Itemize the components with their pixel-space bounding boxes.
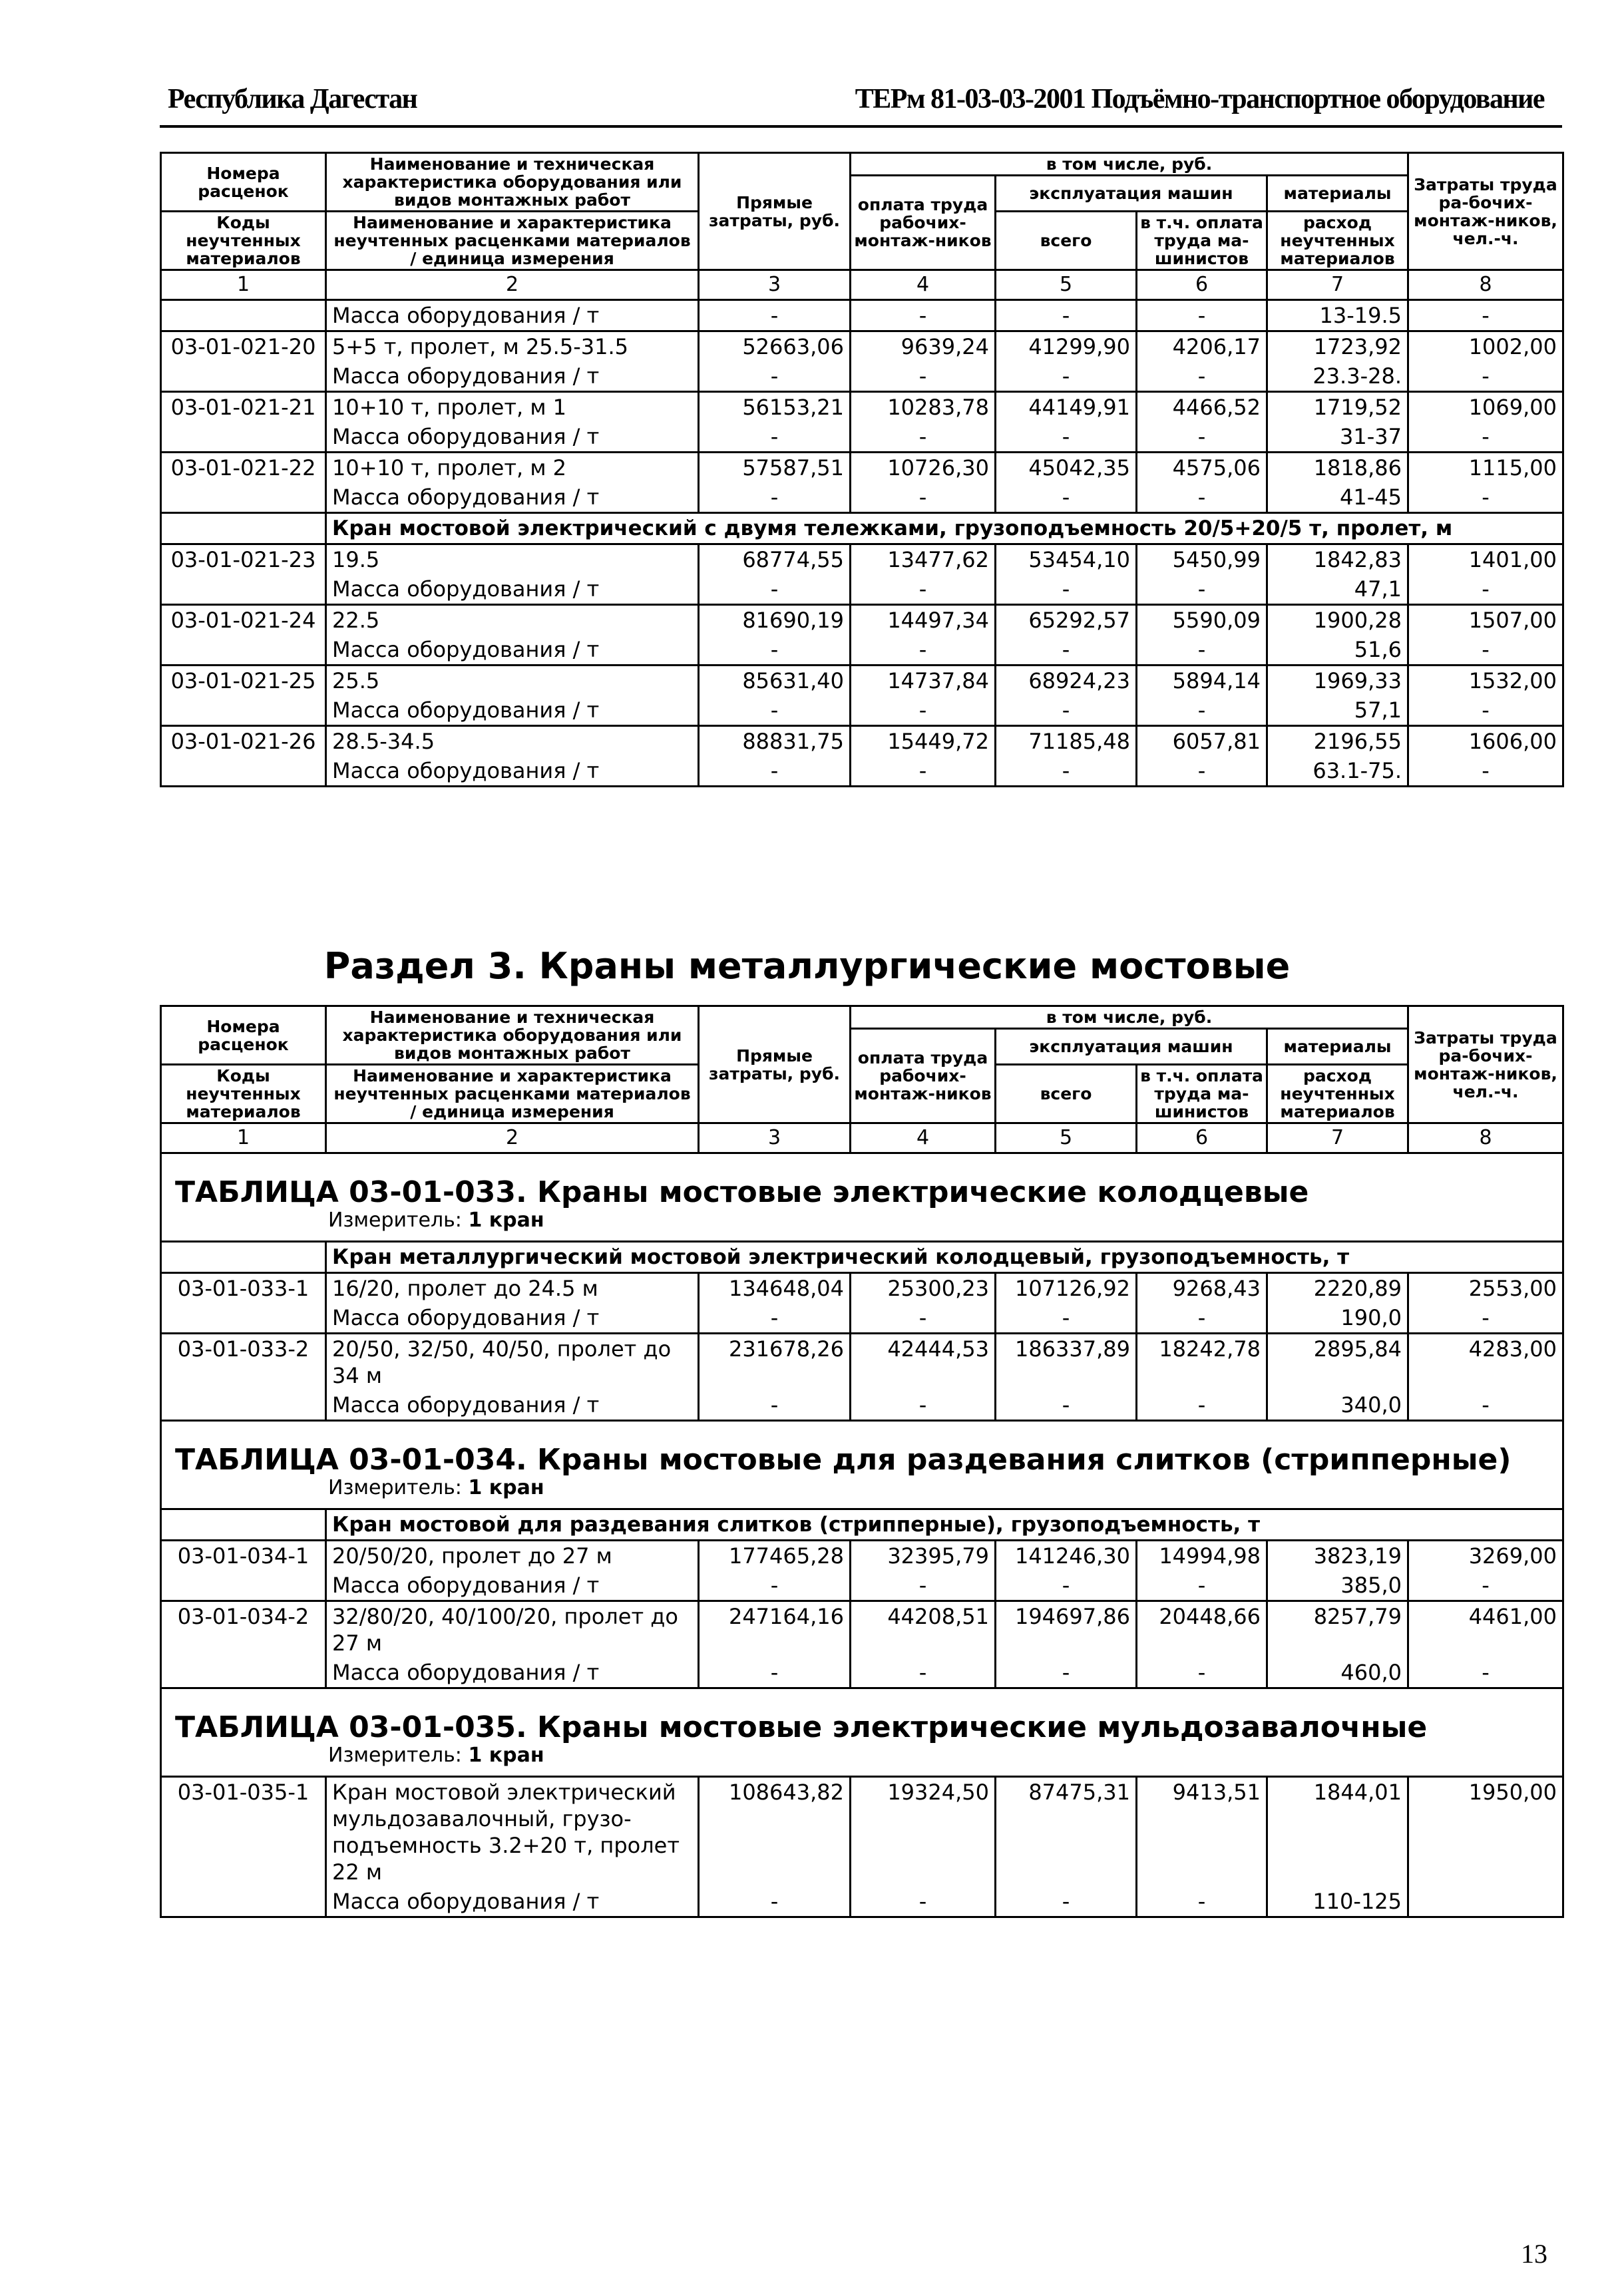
mass-row xyxy=(161,695,1563,726)
direct-costs: - xyxy=(699,1887,851,1917)
direct-costs: 52663,06 xyxy=(699,331,851,362)
col-header-material-names: Наименование и характеристика неучтенных расценками материалов / единица измерения xyxy=(326,1065,699,1123)
direct-costs: - xyxy=(699,482,851,513)
col-number: 1 xyxy=(161,1123,326,1153)
machines-total: - xyxy=(996,1571,1137,1601)
mass-row xyxy=(161,1303,1563,1334)
labor: - xyxy=(1408,422,1563,453)
machines-total: - xyxy=(996,574,1137,605)
direct-costs: 88831,75 xyxy=(699,726,851,757)
wages: 10726,30 xyxy=(851,453,996,483)
mass-label: Масса оборудования / т xyxy=(326,1571,699,1601)
col-number: 3 xyxy=(699,1123,851,1153)
materials: 1818,86 xyxy=(1267,453,1408,483)
table-metallurgical-cranes xyxy=(160,1005,1564,1918)
mass-row xyxy=(161,1887,1563,1917)
table-row xyxy=(161,453,1563,483)
mass-label: Масса оборудования / т xyxy=(326,574,699,605)
rate-code: 03-01-021-25 xyxy=(161,666,326,696)
wages: - xyxy=(851,756,996,787)
wages: - xyxy=(851,1571,996,1601)
labor: - xyxy=(1408,635,1563,666)
group-title: Кран мостовой электрический с двумя тележками, грузоподъемность 20/5+20/5 т, пролет, м xyxy=(326,513,1563,544)
materials: 2196,55 xyxy=(1267,726,1408,757)
col-number: 8 xyxy=(1408,270,1563,300)
work-name: 20/50/20, пролет до 27 м xyxy=(326,1541,699,1571)
work-name: 10+10 т, пролет, м 1 xyxy=(326,392,699,423)
col-header-material-codes: Коды неучтенных материалов xyxy=(161,212,326,270)
rate-code: 03-01-021-20 xyxy=(161,331,326,362)
direct-costs: 134648,04 xyxy=(699,1273,851,1304)
machinist-wages: - xyxy=(1137,1571,1267,1601)
mass-label: Масса оборудования / т xyxy=(326,300,699,331)
work-name: 20/50, 32/50, 40/50, пролет до 34 м xyxy=(326,1334,699,1391)
direct-costs: 85631,40 xyxy=(699,666,851,696)
col-header-material-usage: расход неучтенных материалов xyxy=(1267,212,1408,270)
mass-row xyxy=(161,756,1563,787)
direct-costs: - xyxy=(699,574,851,605)
mass-label: Масса оборудования / т xyxy=(326,361,699,392)
col-header-machinist-wages: в т.ч. оплата труда ма-шинистов xyxy=(1137,1065,1267,1123)
mass-row xyxy=(161,422,1563,453)
mass-value: 13-19.5 xyxy=(1267,300,1408,331)
labor: 1507,00 xyxy=(1408,605,1563,636)
mass-value: 63.1-75. xyxy=(1267,756,1408,787)
machines-total: 71185,48 xyxy=(996,726,1137,757)
direct-costs: - xyxy=(699,300,851,331)
mass-label: Масса оборудования / т xyxy=(326,756,699,787)
group-title: Кран мостовой для раздевания слитков (стрипперные), грузоподъемность, т xyxy=(326,1509,1563,1541)
col-header-name: Наименование и техническая характеристика оборудования или видов монтажных работ xyxy=(326,1006,699,1065)
table-row xyxy=(161,1777,1563,1887)
col-header-wages: оплата труда рабочих-монтаж-ников xyxy=(851,176,996,270)
machines-total: - xyxy=(996,422,1137,453)
machines-total: 45042,35 xyxy=(996,453,1137,483)
material-code-empty xyxy=(161,300,326,331)
direct-costs: 177465,28 xyxy=(699,1541,851,1571)
wages: - xyxy=(851,1658,996,1688)
material-code-empty xyxy=(161,361,326,392)
machines-total: 141246,30 xyxy=(996,1541,1137,1571)
mass-value: 190,0 xyxy=(1267,1303,1408,1334)
wages: 32395,79 xyxy=(851,1541,996,1571)
rate-code: 03-01-021-21 xyxy=(161,392,326,423)
col-header-direct-costs: Прямые затраты, руб. xyxy=(699,153,851,270)
machinist-wages: - xyxy=(1137,756,1267,787)
machines-total: - xyxy=(996,1887,1137,1917)
labor: 2553,00 xyxy=(1408,1273,1563,1304)
direct-costs: 57587,51 xyxy=(699,453,851,483)
machines-total: - xyxy=(996,482,1137,513)
work-name: 19.5 xyxy=(326,544,699,575)
wages: 14737,84 xyxy=(851,666,996,696)
group-row xyxy=(161,513,1563,544)
work-name: 22.5 xyxy=(326,605,699,636)
col-number: 2 xyxy=(326,1123,699,1153)
material-code-empty xyxy=(161,1887,326,1917)
direct-costs: 81690,19 xyxy=(699,605,851,636)
rate-code: 03-01-034-1 xyxy=(161,1541,326,1571)
machinist-wages: - xyxy=(1137,300,1267,331)
mass-value: 47,1 xyxy=(1267,574,1408,605)
mass-row xyxy=(161,361,1563,392)
mass-value: 57,1 xyxy=(1267,695,1408,726)
mass-row xyxy=(161,300,1563,331)
table-unit: Измеритель: 1 кран xyxy=(328,1209,544,1232)
table-title: ТАБЛИЦА 03-01-034. Краны мостовые для раздевания слитков (стрипперные) xyxy=(175,1443,1512,1477)
machines-total: - xyxy=(996,1658,1137,1688)
machines-total: - xyxy=(996,300,1137,331)
col-header-material-usage: расход неучтенных материалов xyxy=(1267,1065,1408,1123)
col-header-codes: Номера расценок xyxy=(161,153,326,212)
mass-row xyxy=(161,1390,1563,1421)
machinist-wages: - xyxy=(1137,482,1267,513)
table-cranes-continued xyxy=(160,152,1564,787)
direct-costs: 108643,82 xyxy=(699,1777,851,1887)
machinist-wages: - xyxy=(1137,422,1267,453)
labor: 4461,00 xyxy=(1408,1601,1563,1658)
material-code-empty xyxy=(161,756,326,787)
machinist-wages: 20448,66 xyxy=(1137,1601,1267,1658)
mass-value: 51,6 xyxy=(1267,635,1408,666)
mass-label: Масса оборудования / т xyxy=(326,1658,699,1688)
machinist-wages: 9268,43 xyxy=(1137,1273,1267,1304)
machines-total: - xyxy=(996,1390,1137,1421)
machines-total: 87475,31 xyxy=(996,1777,1137,1887)
labor: 1002,00 xyxy=(1408,331,1563,362)
col-header-direct-costs: Прямые затраты, руб. xyxy=(699,1006,851,1123)
machinist-wages: - xyxy=(1137,635,1267,666)
labor: - xyxy=(1408,1658,1563,1688)
direct-costs: - xyxy=(699,635,851,666)
mass-label: Масса оборудования / т xyxy=(326,1390,699,1421)
wages: 44208,51 xyxy=(851,1601,996,1658)
wages: 19324,50 xyxy=(851,1777,996,1887)
mass-value: 110-125 xyxy=(1267,1887,1408,1917)
materials: 1969,33 xyxy=(1267,666,1408,696)
materials: 1723,92 xyxy=(1267,331,1408,362)
table-row xyxy=(161,666,1563,696)
wages: - xyxy=(851,300,996,331)
col-number: 1 xyxy=(161,270,326,300)
col-header-materials: материалы xyxy=(1267,1029,1408,1065)
work-name: 32/80/20, 40/100/20, пролет до 27 м xyxy=(326,1601,699,1658)
group-row xyxy=(161,1509,1563,1541)
col-number: 8 xyxy=(1408,1123,1563,1153)
wages: - xyxy=(851,361,996,392)
mass-label: Масса оборудования / т xyxy=(326,635,699,666)
machinist-wages: - xyxy=(1137,574,1267,605)
labor: - xyxy=(1408,361,1563,392)
machinist-wages: 5894,14 xyxy=(1137,666,1267,696)
direct-costs: - xyxy=(699,361,851,392)
wages: - xyxy=(851,422,996,453)
mass-label: Масса оборудования / т xyxy=(326,695,699,726)
col-header-including: в том числе, руб. xyxy=(851,153,1408,176)
labor: 1950,00 xyxy=(1408,1777,1563,1887)
direct-costs: 56153,21 xyxy=(699,392,851,423)
labor: - xyxy=(1408,574,1563,605)
direct-costs: 247164,16 xyxy=(699,1601,851,1658)
machines-total: 53454,10 xyxy=(996,544,1137,575)
wages: - xyxy=(851,482,996,513)
machines-total: 41299,90 xyxy=(996,331,1137,362)
mass-row xyxy=(161,1571,1563,1601)
wages: - xyxy=(851,1887,996,1917)
labor-empty xyxy=(1408,1887,1563,1917)
mass-value: 340,0 xyxy=(1267,1390,1408,1421)
table-caption-row xyxy=(161,1421,1563,1509)
labor: 1069,00 xyxy=(1408,392,1563,423)
material-code-empty xyxy=(161,574,326,605)
work-name: Кран мостовой электрический мульдозавалочный, грузо-подъемность 3.2+20 т, пролет 22 м xyxy=(326,1777,699,1887)
col-number: 5 xyxy=(996,1123,1137,1153)
col-number: 7 xyxy=(1267,270,1408,300)
machinist-wages: 9413,51 xyxy=(1137,1777,1267,1887)
table-row xyxy=(161,605,1563,636)
table-row xyxy=(161,726,1563,757)
work-name: 28.5-34.5 xyxy=(326,726,699,757)
col-number: 5 xyxy=(996,270,1137,300)
wages: 9639,24 xyxy=(851,331,996,362)
col-header-labor: Затраты труда ра-бочих-монтаж-ников, чел.-ч. xyxy=(1408,1006,1563,1123)
table-row xyxy=(161,1334,1563,1391)
wages: - xyxy=(851,635,996,666)
machines-total: 65292,57 xyxy=(996,605,1137,636)
direct-costs: - xyxy=(699,1658,851,1688)
mass-label: Масса оборудования / т xyxy=(326,482,699,513)
col-header-machines-total: всего xyxy=(996,212,1137,270)
labor: - xyxy=(1408,1390,1563,1421)
machinist-wages: - xyxy=(1137,1303,1267,1334)
rate-code: 03-01-033-1 xyxy=(161,1273,326,1304)
machinist-wages: 5590,09 xyxy=(1137,605,1267,636)
direct-costs: 68774,55 xyxy=(699,544,851,575)
table-row xyxy=(161,1601,1563,1658)
col-header-wages: оплата труда рабочих-монтаж-ников xyxy=(851,1029,996,1123)
machinist-wages: 6057,81 xyxy=(1137,726,1267,757)
rate-code: 03-01-035-1 xyxy=(161,1777,326,1887)
work-name: 5+5 т, пролет, м 25.5-31.5 xyxy=(326,331,699,362)
direct-costs: - xyxy=(699,1571,851,1601)
material-code-empty xyxy=(161,695,326,726)
machines-total: - xyxy=(996,695,1137,726)
col-number: 4 xyxy=(851,1123,996,1153)
machinist-wages: 4466,52 xyxy=(1137,392,1267,423)
table-row xyxy=(161,544,1563,575)
machinist-wages: - xyxy=(1137,695,1267,726)
col-header-machines: эксплуатация машин xyxy=(996,1029,1267,1065)
section-title: Раздел 3. Краны металлургические мостовые xyxy=(323,945,1291,987)
labor: 1532,00 xyxy=(1408,666,1563,696)
material-code-empty xyxy=(161,1390,326,1421)
wages: 15449,72 xyxy=(851,726,996,757)
machinist-wages: 14994,98 xyxy=(1137,1541,1267,1571)
machines-total: 44149,91 xyxy=(996,392,1137,423)
rate-code: 03-01-021-24 xyxy=(161,605,326,636)
machinist-wages: - xyxy=(1137,361,1267,392)
material-code-empty xyxy=(161,635,326,666)
table-row xyxy=(161,1541,1563,1571)
machinist-wages: 4575,06 xyxy=(1137,453,1267,483)
mass-value: 385,0 xyxy=(1267,1571,1408,1601)
table-unit: Измеритель: 1 кран xyxy=(328,1476,544,1499)
labor: 3269,00 xyxy=(1408,1541,1563,1571)
col-number: 3 xyxy=(699,270,851,300)
machinist-wages: - xyxy=(1137,1887,1267,1917)
col-number: 4 xyxy=(851,270,996,300)
labor: - xyxy=(1408,482,1563,513)
work-name: 10+10 т, пролет, м 2 xyxy=(326,453,699,483)
mass-row xyxy=(161,574,1563,605)
machines-total: 68924,23 xyxy=(996,666,1137,696)
work-name: 16/20, пролет до 24.5 м xyxy=(326,1273,699,1304)
rate-code: 03-01-021-26 xyxy=(161,726,326,757)
mass-value: 23.3-28. xyxy=(1267,361,1408,392)
col-header-material-codes: Коды неучтенных материалов xyxy=(161,1065,326,1123)
table-row xyxy=(161,392,1563,423)
materials: 1844,01 xyxy=(1267,1777,1408,1887)
wages: - xyxy=(851,1303,996,1334)
labor: - xyxy=(1408,300,1563,331)
col-number: 6 xyxy=(1137,270,1267,300)
labor: 1606,00 xyxy=(1408,726,1563,757)
wages: - xyxy=(851,574,996,605)
col-header-machines: эксплуатация машин xyxy=(996,176,1267,212)
direct-costs: - xyxy=(699,1390,851,1421)
table-title: ТАБЛИЦА 03-01-035. Краны мостовые электрические мульдозавалочные xyxy=(175,1710,1428,1744)
table-unit: Измеритель: 1 кран xyxy=(328,1744,544,1767)
labor: 1401,00 xyxy=(1408,544,1563,575)
materials: 1719,52 xyxy=(1267,392,1408,423)
machinist-wages: 5450,99 xyxy=(1137,544,1267,575)
mass-value: 460,0 xyxy=(1267,1658,1408,1688)
materials: 1900,28 xyxy=(1267,605,1408,636)
mass-label: Масса оборудования / т xyxy=(326,1887,699,1917)
wages: 10283,78 xyxy=(851,392,996,423)
machines-total: - xyxy=(996,361,1137,392)
table-caption-row xyxy=(161,1153,1563,1242)
direct-costs: - xyxy=(699,422,851,453)
table-row xyxy=(161,1273,1563,1304)
labor: - xyxy=(1408,1571,1563,1601)
col-number: 6 xyxy=(1137,1123,1267,1153)
col-number: 2 xyxy=(326,270,699,300)
col-header-including: в том числе, руб. xyxy=(851,1006,1408,1029)
machinist-wages: - xyxy=(1137,1658,1267,1688)
wages: - xyxy=(851,1390,996,1421)
direct-costs: - xyxy=(699,1303,851,1334)
materials: 2220,89 xyxy=(1267,1273,1408,1304)
col-number: 7 xyxy=(1267,1123,1408,1153)
materials: 3823,19 xyxy=(1267,1541,1408,1571)
group-row xyxy=(161,1242,1563,1273)
direct-costs: - xyxy=(699,756,851,787)
col-header-codes: Номера расценок xyxy=(161,1006,326,1065)
mass-row xyxy=(161,1658,1563,1688)
mass-value: 41-45 xyxy=(1267,482,1408,513)
wages: 42444,53 xyxy=(851,1334,996,1391)
machines-total: 107126,92 xyxy=(996,1273,1137,1304)
machines-total: 186337,89 xyxy=(996,1334,1137,1391)
col-header-material-names: Наименование и характеристика неучтенных расценками материалов / единица измерения xyxy=(326,212,699,270)
machinist-wages: - xyxy=(1137,1390,1267,1421)
rate-code: 03-01-033-2 xyxy=(161,1334,326,1391)
table-row xyxy=(161,331,1563,362)
group-code-empty xyxy=(161,513,326,544)
direct-costs: 231678,26 xyxy=(699,1334,851,1391)
group-title: Кран металлургический мостовой электрический колодцевый, грузоподъемность, т xyxy=(326,1242,1563,1273)
table-title: ТАБЛИЦА 03-01-033. Краны мостовые электрические колодцевые xyxy=(175,1175,1309,1209)
header-right: ТЕРм 81-03-03-2001 Подъёмно-транспортное оборудование xyxy=(855,84,1544,114)
wages: 14497,34 xyxy=(851,605,996,636)
rate-code: 03-01-034-2 xyxy=(161,1601,326,1658)
header-left: Республика Дагестан xyxy=(168,84,417,114)
mass-row xyxy=(161,635,1563,666)
machinist-wages: 18242,78 xyxy=(1137,1334,1267,1391)
mass-value: 31-37 xyxy=(1267,422,1408,453)
mass-row xyxy=(161,482,1563,513)
machinist-wages: 4206,17 xyxy=(1137,331,1267,362)
rate-code: 03-01-021-22 xyxy=(161,453,326,483)
col-header-materials: материалы xyxy=(1267,176,1408,212)
material-code-empty xyxy=(161,1658,326,1688)
material-code-empty xyxy=(161,1303,326,1334)
work-name: 25.5 xyxy=(326,666,699,696)
labor: - xyxy=(1408,756,1563,787)
group-code-empty xyxy=(161,1242,326,1273)
col-header-name: Наименование и техническая характеристика оборудования или видов монтажных работ xyxy=(326,153,699,212)
header-rule xyxy=(160,125,1562,128)
machines-total: 194697,86 xyxy=(996,1601,1137,1658)
material-code-empty xyxy=(161,422,326,453)
mass-label: Масса оборудования / т xyxy=(326,1303,699,1334)
machines-total: - xyxy=(996,756,1137,787)
material-code-empty xyxy=(161,1571,326,1601)
wages: 13477,62 xyxy=(851,544,996,575)
col-header-labor: Затраты труда ра-бочих-монтаж-ников, чел.-ч. xyxy=(1408,153,1563,270)
wages: - xyxy=(851,695,996,726)
materials: 1842,83 xyxy=(1267,544,1408,575)
table-caption-row xyxy=(161,1688,1563,1777)
machines-total: - xyxy=(996,635,1137,666)
rate-code: 03-01-021-23 xyxy=(161,544,326,575)
col-header-machines-total: всего xyxy=(996,1065,1137,1123)
direct-costs: - xyxy=(699,695,851,726)
wages: 25300,23 xyxy=(851,1273,996,1304)
page-number: 13 xyxy=(1521,2239,1547,2269)
labor: - xyxy=(1408,695,1563,726)
materials: 8257,79 xyxy=(1267,1601,1408,1658)
labor: 4283,00 xyxy=(1408,1334,1563,1391)
labor: 1115,00 xyxy=(1408,453,1563,483)
material-code-empty xyxy=(161,482,326,513)
mass-label: Масса оборудования / т xyxy=(326,422,699,453)
col-header-machinist-wages: в т.ч. оплата труда ма-шинистов xyxy=(1137,212,1267,270)
machines-total: - xyxy=(996,1303,1137,1334)
labor: - xyxy=(1408,1303,1563,1334)
group-code-empty xyxy=(161,1509,326,1541)
materials: 2895,84 xyxy=(1267,1334,1408,1391)
